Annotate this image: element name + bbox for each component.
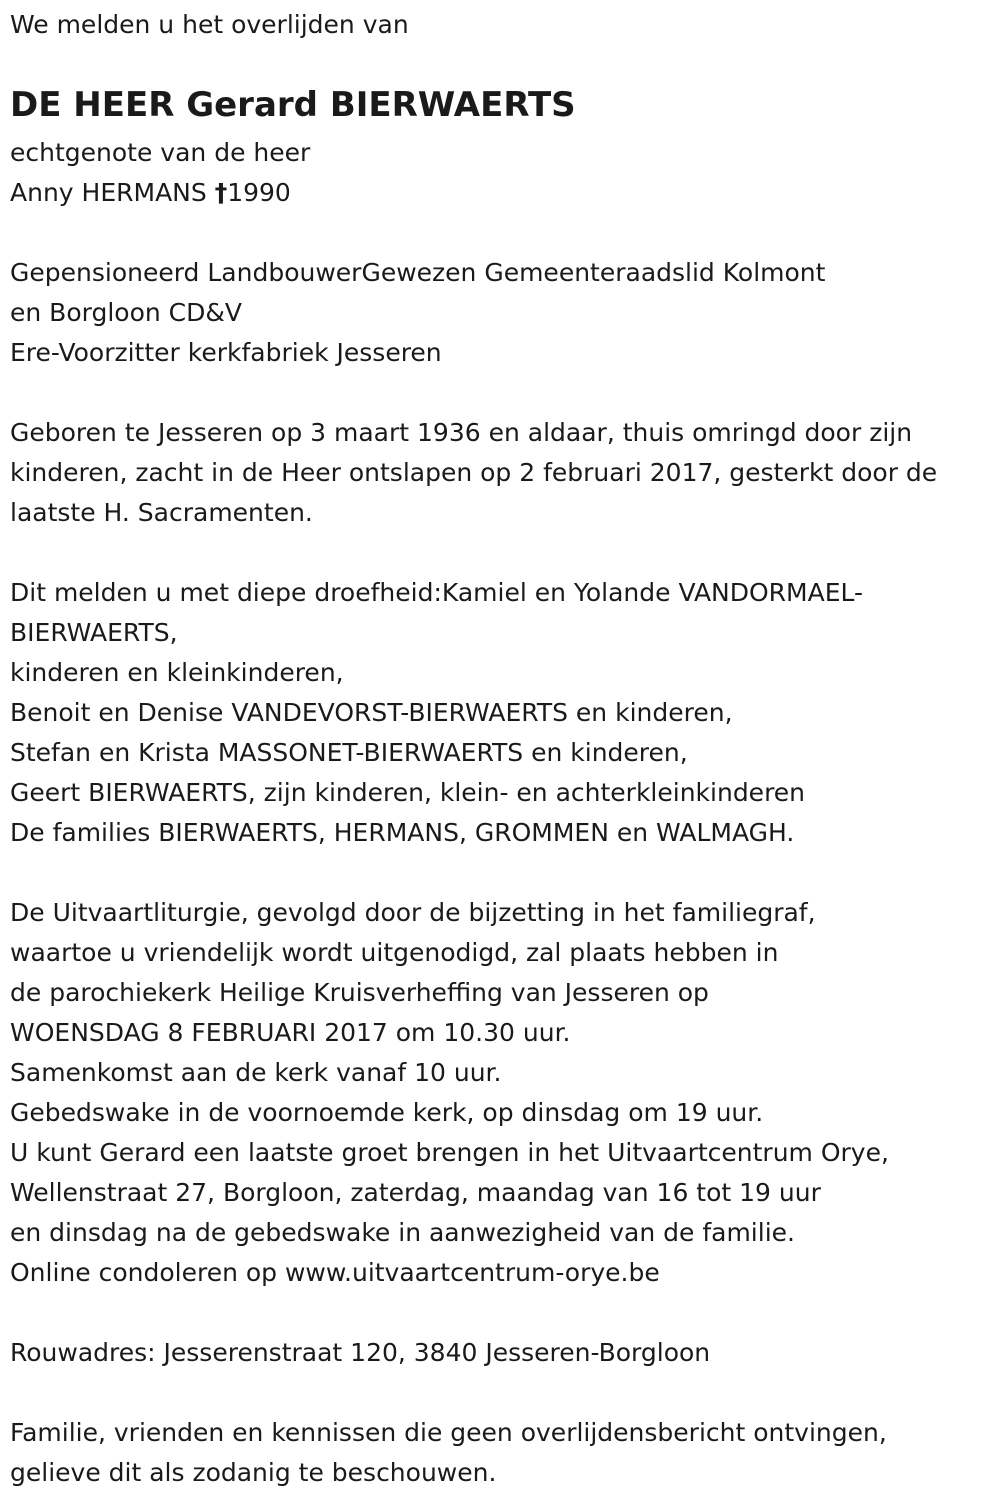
funeral-line: waartoe u vriendelijk wordt uitgenodigd, zal plaats hebben in	[10, 938, 779, 967]
mourning-address: Rouwadres: Jesserenstraat 120, 3840 Jesseren-Borgloon	[10, 1338, 711, 1367]
funeral-line: Samenkomst aan de kerk vanaf 10 uur.	[10, 1058, 502, 1087]
spouse-name: Anny HERMANS	[10, 178, 207, 207]
closing-line: Familie, vrienden en kennissen die geen overlijdensbericht ontvingen,	[10, 1418, 887, 1447]
funeral-line: WOENSDAG 8 FEBRUARI 2017 om 10.30 uur.	[10, 1018, 571, 1047]
family-line: Benoit en Denise VANDEVORST-BIERWAERTS en kinderen,	[10, 698, 733, 727]
cross-icon: †	[214, 178, 228, 207]
funeral-line: de parochiekerk Heilige Kruisverheffing van Jesseren op	[10, 978, 709, 1007]
closing-line: gelieve dit als zodanig te beschouwen.	[10, 1458, 497, 1487]
birth-line: kinderen, zacht in de Heer ontslapen op 2 februari 2017, gesterkt door de	[10, 458, 938, 487]
deceased-name: DE HEER Gerard BIERWAERTS	[10, 85, 576, 125]
funeral-line: Wellenstraat 27, Borgloon, zaterdag, maandag van 16 tot 19 uur	[10, 1178, 821, 1207]
family-line: De families BIERWAERTS, HERMANS, GROMMEN en WALMAGH.	[10, 818, 795, 847]
spouse-line	[10, 173, 291, 213]
family-line: BIERWAERTS,	[10, 618, 178, 647]
birth-line: laatste H. Sacramenten.	[10, 498, 313, 527]
family-line: kinderen en kleinkinderen,	[10, 658, 344, 687]
birth-line: Geboren te Jesseren op 3 maart 1936 en aldaar, thuis omringd door zijn	[10, 418, 913, 447]
intro-line: We melden u het overlijden van	[10, 10, 409, 39]
spouse-label: echtgenote van de heer	[10, 138, 311, 167]
funeral-line: en dinsdag na de gebedswake in aanwezigheid van de familie.	[10, 1218, 795, 1247]
funeral-line: De Uitvaartliturgie, gevolgd door de bijzetting in het familiegraf,	[10, 898, 816, 927]
funeral-line: U kunt Gerard een laatste groet brengen in het Uitvaartcentrum Orye,	[10, 1138, 889, 1167]
family-line: Stefan en Krista MASSONET-BIERWAERTS en kinderen,	[10, 738, 688, 767]
role-line: Gepensioneerd LandbouwerGewezen Gemeenteraadslid Kolmont	[10, 258, 826, 287]
role-line: en Borgloon CD&V	[10, 298, 242, 327]
spouse-death-year: 1990	[227, 178, 291, 207]
role-line: Ere-Voorzitter kerkfabriek Jesseren	[10, 338, 442, 367]
funeral-line: Gebedswake in de voornoemde kerk, op dinsdag om 19 uur.	[10, 1098, 764, 1127]
family-line: Geert BIERWAERTS, zijn kinderen, klein- en achterkleinkinderen	[10, 778, 806, 807]
family-line: Dit melden u met diepe droefheid:Kamiel en Yolande VANDORMAEL-	[10, 578, 864, 607]
condolence-link-line: Online condoleren op www.uitvaartcentrum-orye.be	[10, 1258, 660, 1287]
